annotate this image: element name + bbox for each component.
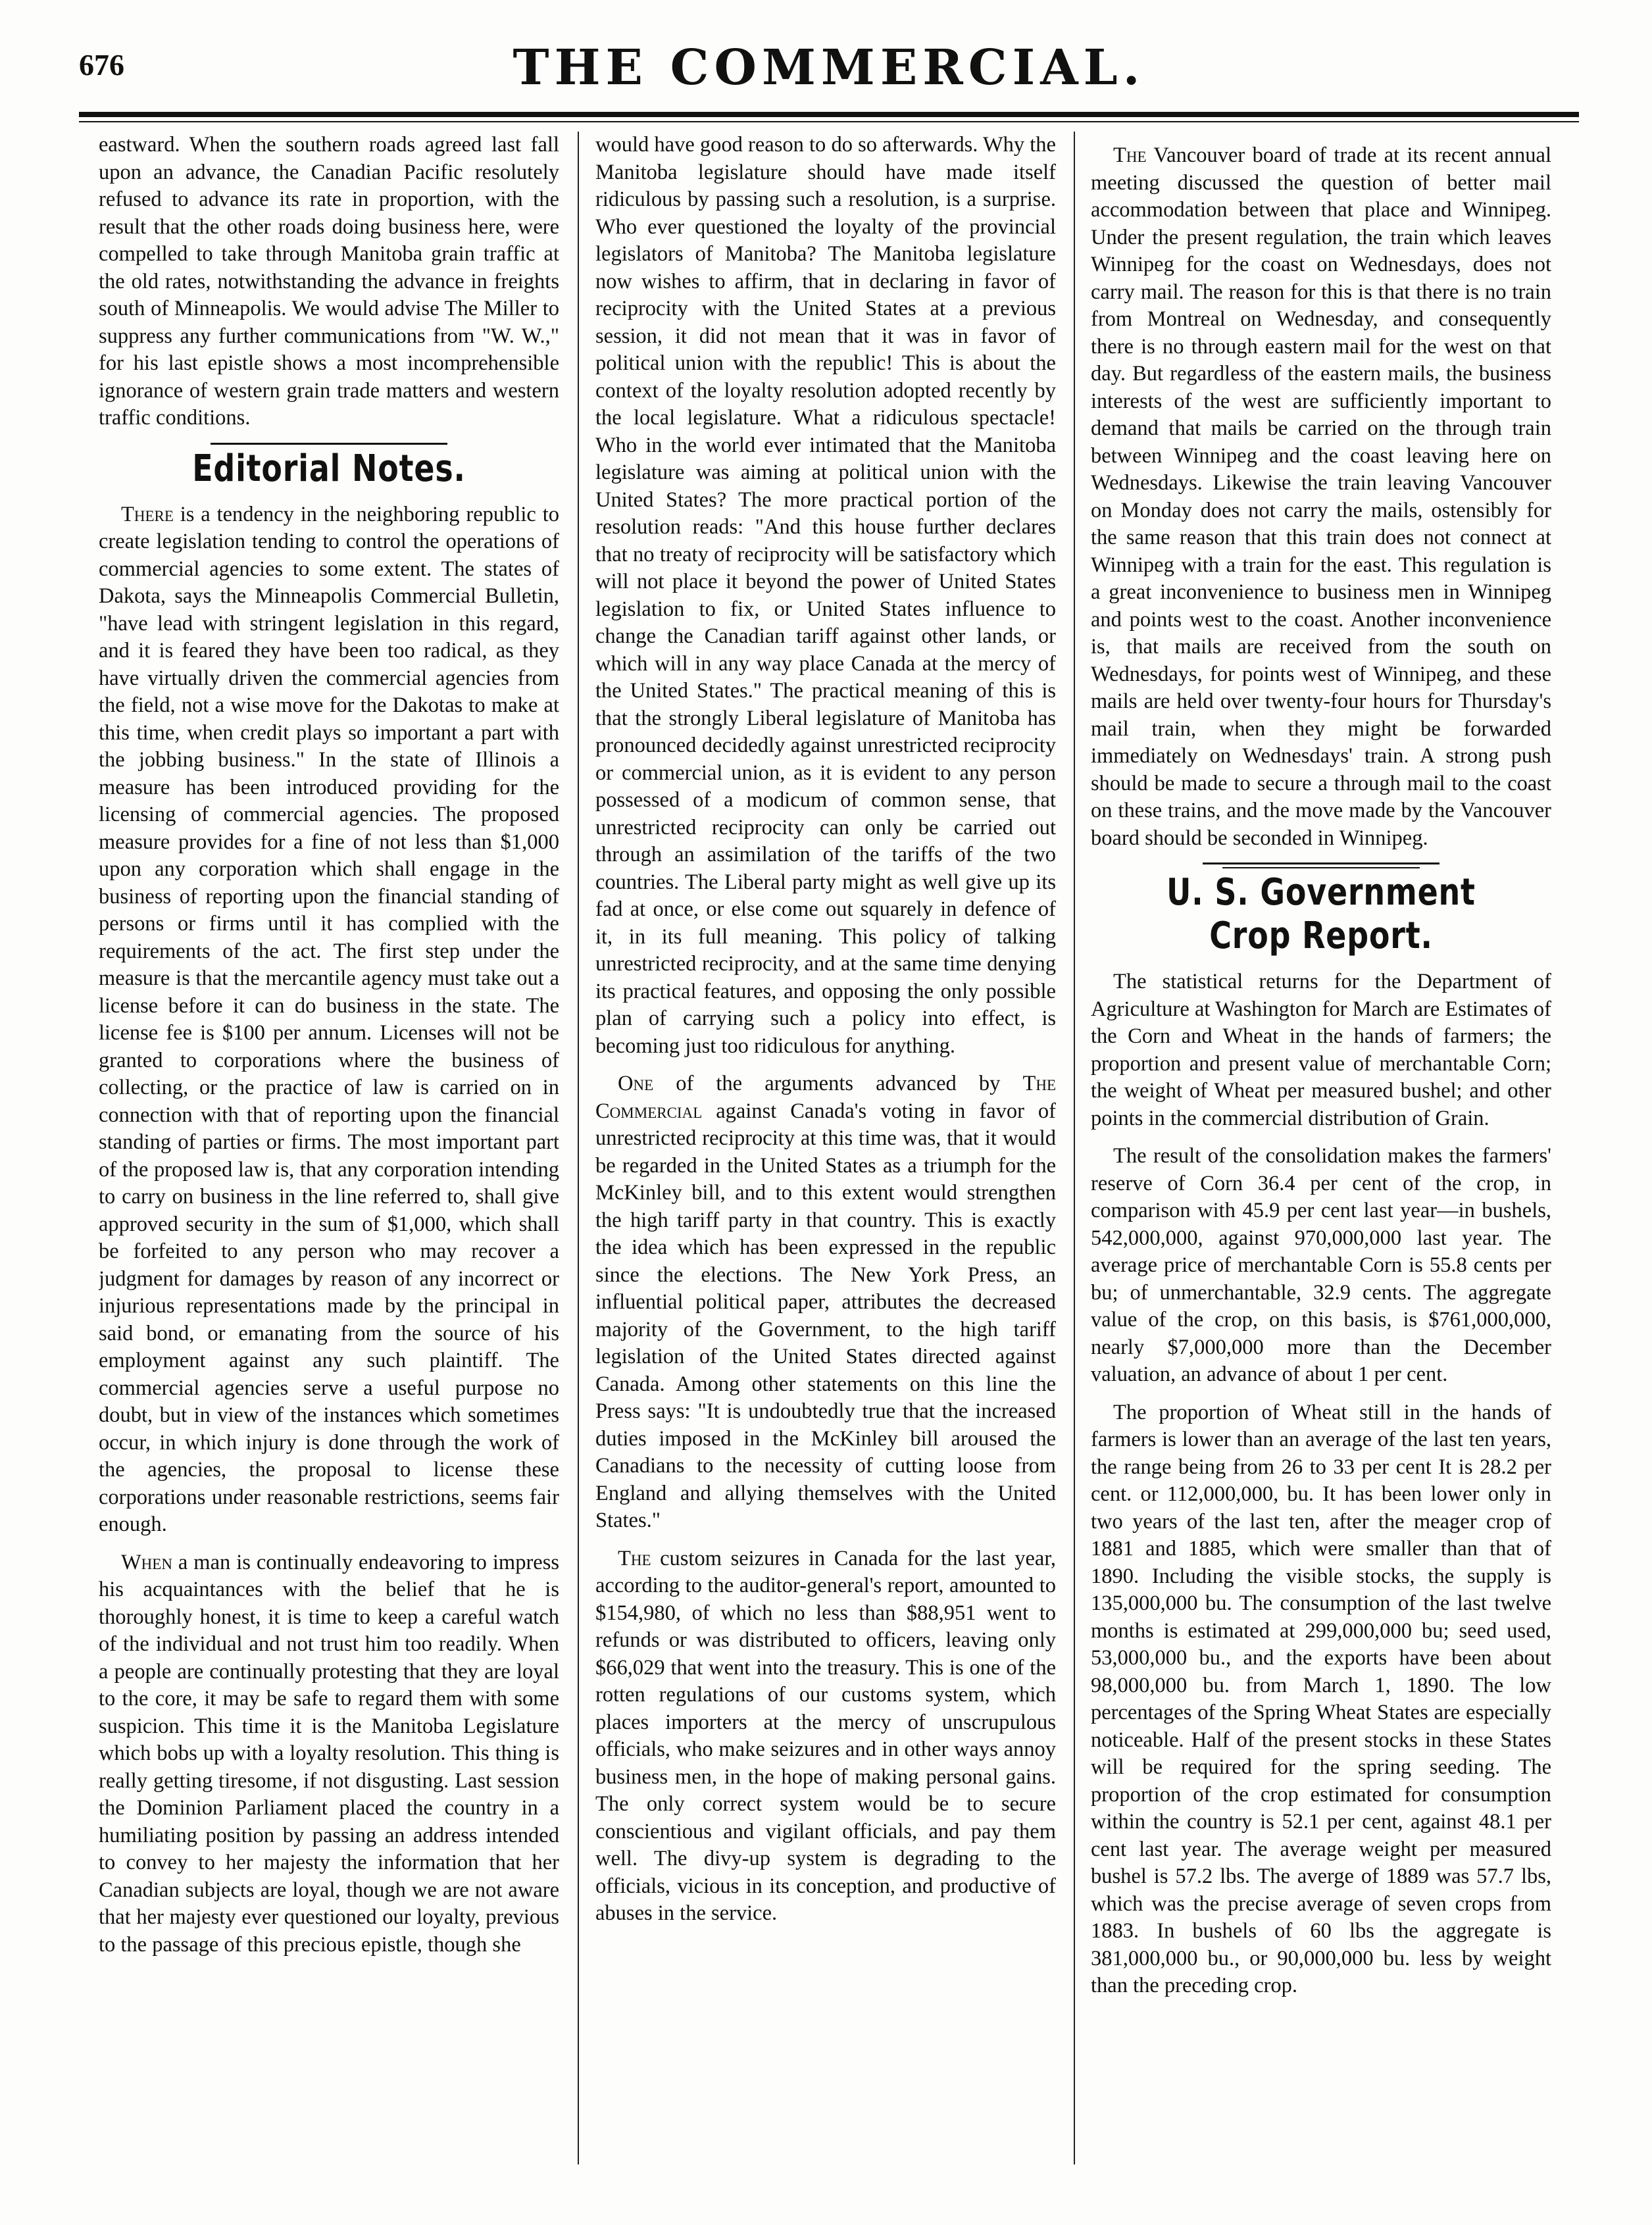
loyalty-paragraph <box>99 1549 559 1959</box>
publication-name: The Commercial <box>595 1072 1056 1123</box>
header-rule-thin <box>79 121 1579 122</box>
reciprocity-text-b: against Canada's voting in favor of unrestricted reciprocity at this time was, that it would be regarded in the United States as a triumph for the McKinley bill, and to this extent would strengthen the high tariff party in that country. This is exactly the idea which has been expressed in the republic since the elections. The New York Press, an influential political paper, attributes the decreased majority of the Government, to the high tariff legislation of the United States directed against Canada. Among other statements on this line the Press says: "It is undoubtedly true that the increased duties imposed in the McKinley bill aroused the Canadians to the necessity of cutting loose from England and allying themselves with the United States." <box>595 1099 1056 1532</box>
reciprocity-paragraph <box>595 1070 1056 1535</box>
editorial-notes-heading: Editorial Notes. <box>192 447 466 490</box>
column-divider-right <box>1074 132 1075 2164</box>
heading-rule-top <box>1203 863 1439 864</box>
header-rule-thick <box>79 112 1579 117</box>
corn-paragraph: The result of the consolidation makes the farmers' reserve of Corn 36.4 per cent of the crop, in comparison with 45.9 per cent last year—in bushels, 542,000,000, against 970,000,000 last year. The average price of merchantable Corn is 55.8 cents per bu; of unmerchantable, 32.9 cents. The aggregate value of the crop, on this basis, is $761,000,000, nearly $7,000,000 more than the December valuation, an advance of about 1 per cent. <box>1091 1144 1551 1386</box>
editorial-notes-heading-block <box>99 443 559 491</box>
manitoba-continued-paragraph: would have good reason to do so afterwards. Why the Manitoba legislature should have made itself ridiculous by passing such a resolution, is a surprise. Who ever questioned the loyalty of the provincial legislators of Manitoba? The Manitoba legislature now wishes to affirm, that in declaring in favor of reciprocity with the United States at a previous session, it did not mean that it was in favor of political union with the republic! This is about the context of the loyalty resolution adopted recently by the local legislature. What a ridiculous spectacle! Who in the world ever intimated that the Manitoba legislature was aiming at political union with the United States? The more practical portion of the resolution reads: "And this house further declares that no treaty of reciprocity will be satisfactory which will not place it beyond the power of United States legislation to fix, or United States influence to change the Canadian tariff against other lands, or which will in any way place Canada at the mercy of the United States." The practical meaning of this is that the strongly Liberal legislature of Manitoba has pronounced decidedly against unrestricted reciprocity or commercial union, as it is evident to any person possessed of a modicum of common sense, that unrestricted reciprocity can only be carried out through an assimilation of the tariffs of the two countries. The Liberal party might as well give up its fad at once, or else come out squarely in defence of it, in its full meaning. This policy of talking unrestricted reciprocity, and at the same time denying its practical features, and opposing the only possible plan of carrying such a policy into effect, is becoming just too ridiculous for anything. <box>595 133 1056 1058</box>
reciprocity-lead-word: One <box>618 1072 654 1095</box>
heading-rule <box>211 443 447 445</box>
crop-intro-paragraph: The statistical returns for the Department of Agriculture at Washington for March are Estimates of the Corn and Wheat in the hands of farmers; the proportion and present value of merchantable Corn; the weight of Wheat per measured bushel; and other points in the commercial distribution of Grain. <box>1091 970 1551 1130</box>
vancouver-lead-word: The <box>1113 143 1147 167</box>
lead-paragraph: eastward. When the southern roads agreed last fall upon an advance, the Canadian Pacific resolutely refused to advance its rate in proportion, with the result that the other roads doing business here, were compelled to take through Manitoba grain traffic at the old rates, notwithstanding the advance in freights south of Minneapolis. We would advise The Miller to suppress any further communications from "W. W.," for his last epistle shows a most incomprehensible ignorance of western grain trade matters and western traffic conditions. <box>99 133 559 430</box>
heading-rule-bottom <box>1222 867 1420 868</box>
loyalty-lead-word: When <box>121 1550 172 1574</box>
reciprocity-text-a: of the arguments advanced by <box>653 1072 1023 1095</box>
page-header <box>79 39 1579 112</box>
loyalty-text: a man is continually endeavoring to impress his acquaintances with the belief that he is thoroughly honest, it is time to keep a careful watch of the individual and not trust him too readily. When a people are continually protesting that they are loyal to the core, it may be safe to regard them with some suspicion. This time it is the Manitoba Legislature which bobs up with a loyalty resolution. This thing is really getting tiresome, if not disgusting. Last session the Dominion Parliament placed the country in a humiliating position by passing an address intended to convey to her majesty the information that her Canadian subjects are loyal, though we are not aware that her majesty ever questioned our loyalty, previous to the passage of this precious epistle, though she <box>99 1550 559 1957</box>
customs-lead-word: The <box>618 1546 651 1570</box>
crop-report-heading: U. S. Government Crop Report. <box>1166 871 1476 957</box>
agencies-lead-word: There <box>121 502 174 526</box>
vancouver-mail-paragraph <box>1091 142 1551 852</box>
crop-report-heading-block <box>1091 863 1551 958</box>
column-2 <box>595 132 1056 2171</box>
vancouver-text: Vancouver board of trade at its recent annual meeting discussed the question of better mail accommodation between that place and Winnipeg. Under the present regulation, the train which leaves Winnipeg for the coast on Wednesdays, does not carry mail. The reason for this is that there is no train from Montreal on Wednesday, and consequently there is no through eastern mail for the west on that day. But regardless of the eastern mails, the business interests of the west are sufficiently important to demand that mails be carried on the through train between Winnipeg and the coast leaving here on Wednesdays. Likewise the train leaving Vancouver on Monday does not carry the mails, ostensibly for the same reason that this train does not connect at Winnipeg with a train for the east. This regulation is a great inconvenience to business men in Winnipeg and points west to the coast. Another inconvenience is, that mails are received from the south on Wednesdays, for points west of Winnipeg, and these mails are held over twenty-four hours for Thursday's mail train, when they might be forwarded immediately on Wednesdays' train. A strong push should be made to secure a through mail to the coast on these trains, and the move made by the Vancouver board should be seconded in Winnipeg. <box>1091 143 1551 850</box>
column-3 <box>1091 132 1551 2171</box>
customs-paragraph <box>595 1545 1056 1928</box>
page-number: 676 <box>79 48 124 82</box>
column-divider-left <box>578 132 579 2164</box>
agencies-text: is a tendency in the neighboring republic to create legislation tending to control the operations of commercial agencies to some extent. The states of Dakota, says the Minneapolis Commercial Bulletin, "have lead with stringent legislation in this regard, and it is feared they have been too radical, as they have virtually driven the commercial agencies from the field, not a wise move for the Dakotas to make at this time, when credit plays so important a part with the jobbing business." In the state of Illinois a measure has been introduced providing for the licensing of commercial agencies. The proposed measure provides for a fine of not less than $1,000 upon any corporation which shall engage in the business of reporting upon the financial standing of persons or firms until it has complied with the requirements of the act. The first step under the measure is that the mercantile agency must take out a license before it can do business in the state. The license fee is $100 per annum. Licenses will not be granted to corporations where the business of collecting, or the practice of law is carried on in connection with that of reporting upon the financial standing of parties or firms. The most important part of the proposed law is, that any corporation intending to carry on business in the line referred to, shall give approved security in the sum of $1,000, which shall be forfeited to any person who may recover a judgment for damages by reason of any incorrect or injurious representations made by the principal in said bond, or emanating from the source of his employment against any such plaintiff. The commercial agencies serve a useful purpose no doubt, but in view of the instances which sometimes occur, in which injury is done through the work of the agencies, the proposal to license these corporations under reasonable restrictions, seems fair enough. <box>99 502 559 1536</box>
column-1 <box>99 132 559 2171</box>
customs-text: custom seizures in Canada for the last year, according to the auditor-general's report, amounted to $154,980, of which no less than $88,951 went to refunds or was distributed to officers, leaving only $66,029 that went into the treasury. This is one of the rotten regulations of our customs system, which places importers at the mercy of unscrupulous officials, who make seizures and in other ways annoy business men, in the hope of making personal gains. The only correct system would be to secure conscientious and vigilant officials, and pay them well. The divy-up system is degrading to the officials, vicious in its conception, and productive of abuses in the service. <box>595 1546 1056 1925</box>
masthead: THE COMMERCIAL. <box>513 39 1145 96</box>
wheat-paragraph: The proportion of Wheat still in the hands of farmers is lower than an average of the last ten years, the range being from 26 to 33 per cent It is 28.2 per cent. or 112,000,000, bu. It has been lower only in two years of the last ten, after the meager crop of 1881 and 1885, which were smaller than that of 1890. Including the visible stocks, the supply is 135,000,000 bu. The consumption of the last twelve months is estimated at 299,000,000 bu; seed used, 53,000,000 bu., and the exports have been about 98,000,000 bu. from March 1, 1890. The low percentages of the Spring Wheat States are especially noticeable. Half of the present stocks in these States will be required for the spring seeding. The proportion of the crop estimated for consumption within the country is 52.1 per cent, against 48.1 per cent last year. The average weight per measured bushel is 57.2 lbs. The averge of 1889 was 57.7 lbs, which was the precise average of seven crops from 1883. In bushels of 60 lbs the aggregate is 381,000,000 bu., or 90,000,000 bu. less by weight than the preceding crop. <box>1091 1400 1551 1997</box>
agencies-paragraph <box>99 501 559 1539</box>
